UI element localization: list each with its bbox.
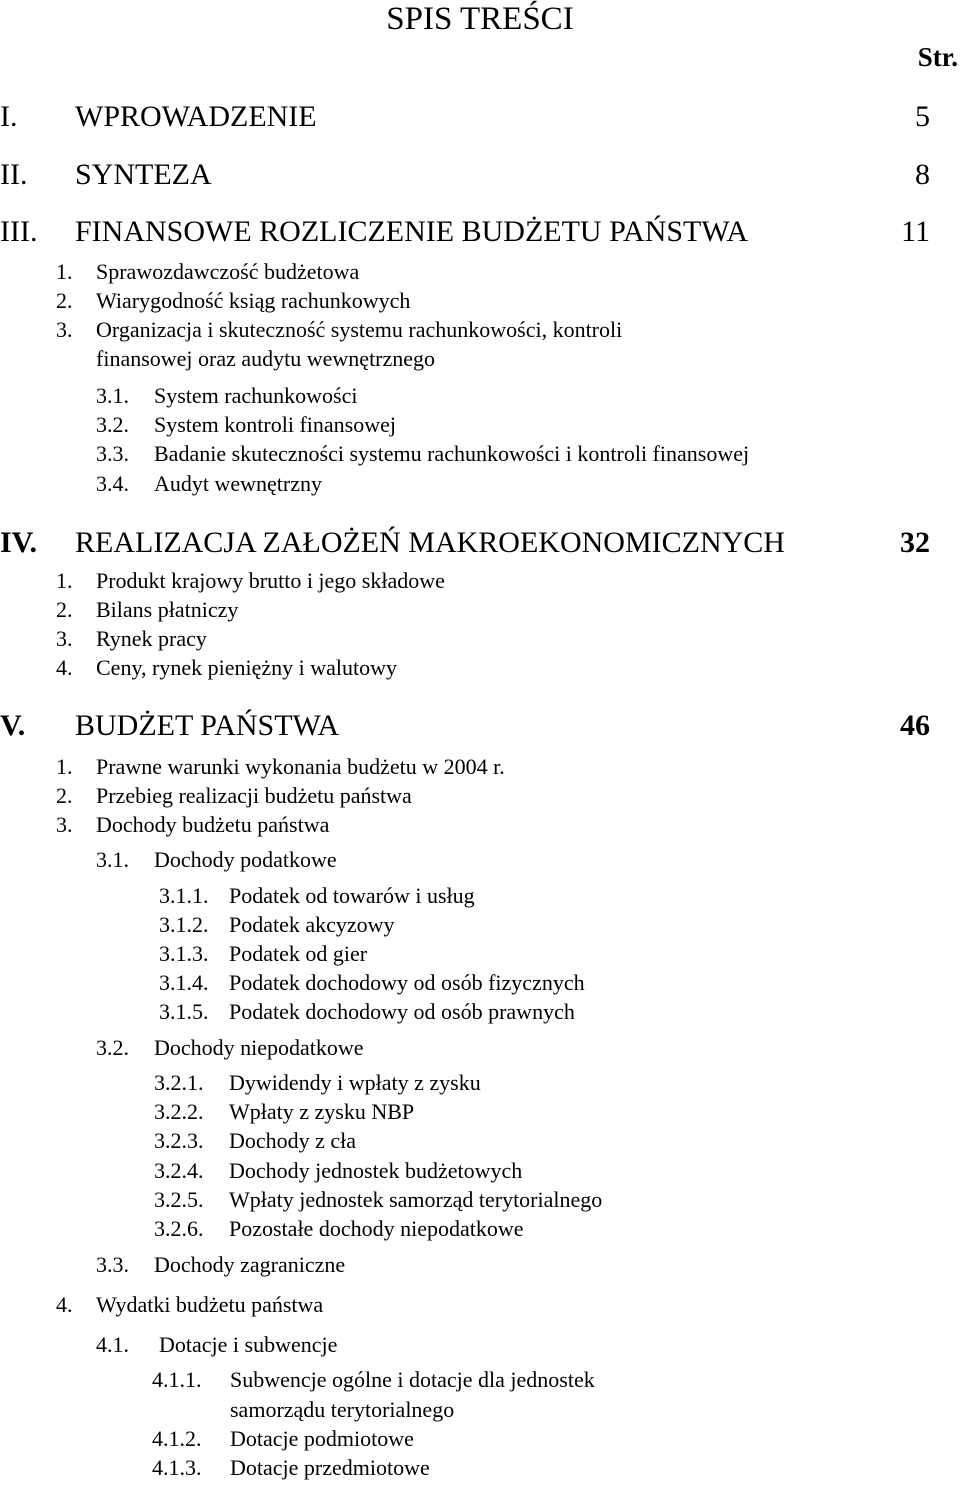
toc-item-text: Podatek od gier — [229, 941, 368, 966]
toc-item-number: 1. — [56, 754, 73, 779]
toc-item-text: Prawne warunki wykonania budżetu w 2004 r. — [96, 754, 505, 779]
toc-item-text: Wpłaty z zysku NBP — [229, 1099, 415, 1124]
toc-item-number: 4. — [56, 655, 73, 680]
toc-item-number: 3. — [56, 812, 73, 837]
chapter-number: I. — [0, 100, 18, 133]
toc-item-text: Pozostałe dochody niepodatkowe — [229, 1216, 524, 1241]
toc-item-text: System kontroli finansowej — [154, 412, 396, 437]
toc-item-text: Wpłaty jednostek samorząd terytorialnego — [229, 1187, 603, 1212]
chapter-number: III. — [0, 215, 38, 248]
toc-item-number: 3.1.4. — [159, 970, 209, 995]
toc-item-text: Subwencje ogólne i dotacje dla jednostek — [230, 1367, 595, 1392]
toc-item-number: 3.2.6. — [154, 1216, 204, 1241]
chapter-title: SYNTEZA — [75, 158, 212, 191]
page-title: SPIS TREŚCI — [386, 1, 574, 37]
chapter-title: WPROWADZENIE — [75, 100, 317, 133]
toc-item-text: Dochody niepodatkowe — [154, 1035, 364, 1060]
toc-item-text: Dochody podatkowe — [154, 847, 337, 872]
toc-item-number: 3.3. — [96, 441, 129, 466]
toc-item-text: System rachunkowości — [154, 383, 358, 408]
chapter-number: II. — [0, 158, 28, 191]
toc-item-text: Dotacje i subwencje — [159, 1332, 338, 1357]
toc-item-text: Dotacje podmiotowe — [230, 1426, 414, 1451]
toc-item-text: Dochody z cła — [229, 1128, 357, 1153]
toc-item-text: Podatek dochodowy od osób fizycznych — [229, 970, 585, 995]
chapter-page-number: 11 — [901, 215, 930, 248]
toc-item-text-continued: finansowej oraz audytu wewnętrznego — [96, 346, 436, 371]
toc-item-number: 1. — [56, 568, 73, 593]
toc-item-text: Sprawozdawczość budżetowa — [96, 259, 360, 284]
chapter-title: BUDŻET PAŃSTWA — [75, 709, 340, 742]
chapter-page-number: 32 — [900, 526, 930, 559]
chapter-page-number: 46 — [900, 709, 930, 742]
toc-item-number: 4.1.1. — [152, 1367, 202, 1392]
toc-item-number: 3. — [56, 317, 73, 342]
toc-item-number: 3.2.4. — [154, 1158, 204, 1183]
toc-item-number: 3.1.3. — [159, 941, 209, 966]
toc-item-number: 4.1. — [96, 1332, 129, 1357]
toc-item-text: Produkt krajowy brutto i jego składowe — [96, 568, 445, 593]
toc-item-number: 3.2.5. — [154, 1187, 204, 1212]
toc-item-number: 2. — [56, 597, 73, 622]
toc-item-text: Ceny, rynek pieniężny i walutowy — [96, 655, 397, 680]
toc-item-number: 3.2.1. — [154, 1070, 204, 1095]
toc-item-text: Podatek dochodowy od osób prawnych — [229, 999, 575, 1024]
toc-item-number: 3.2.3. — [154, 1128, 204, 1153]
chapter-title: FINANSOWE ROZLICZENIE BUDŻETU PAŃSTWA — [75, 215, 749, 248]
toc-item-text: Dochody zagraniczne — [154, 1252, 346, 1277]
toc-item-number: 3.2. — [96, 412, 129, 437]
toc-item-text: Bilans płatniczy — [96, 597, 239, 622]
toc-item-number: 3.4. — [96, 471, 129, 496]
toc-item-text: Rynek pracy — [96, 626, 207, 651]
toc-item-number: 3.2.2. — [154, 1099, 204, 1124]
toc-item-number: 2. — [56, 288, 73, 313]
toc-item-text: Dochody jednostek budżetowych — [229, 1158, 523, 1183]
toc-item-text: Podatek akcyzowy — [229, 912, 395, 937]
chapter-page-number: 5 — [915, 100, 930, 133]
toc-item-number: 3.1. — [96, 383, 129, 408]
toc-item-number: 4. — [56, 1292, 73, 1317]
toc-item-number: 4.1.2. — [152, 1426, 202, 1451]
toc-item-text: Podatek od towarów i usług — [229, 883, 475, 908]
chapter-number: V. — [0, 709, 26, 742]
toc-item-text-continued: samorządu terytorialnego — [230, 1397, 455, 1422]
toc-item-text: Dotacje przedmiotowe — [230, 1455, 430, 1480]
toc-item-number: 3. — [56, 626, 73, 651]
toc-item-number: 3.3. — [96, 1252, 129, 1277]
toc-item-text: Badanie skuteczności systemu rachunkowości i kontroli finansowej — [154, 441, 750, 466]
toc-item-text: Audyt wewnętrzny — [154, 471, 323, 496]
toc-item-number: 3.1.5. — [159, 999, 209, 1024]
toc-item-text: Przebieg realizacji budżetu państwa — [96, 783, 412, 808]
toc-item-number: 3.1. — [96, 847, 129, 872]
chapter-number: IV. — [0, 526, 37, 559]
toc-item-text: Wydatki budżetu państwa — [96, 1292, 324, 1317]
page-column-header: Str. — [917, 42, 958, 72]
toc-item-number: 4.1.3. — [152, 1455, 202, 1480]
toc-item-number: 2. — [56, 783, 73, 808]
toc-item-number: 3.1.1. — [159, 883, 209, 908]
chapter-page-number: 8 — [915, 158, 930, 191]
toc-item-text: Organizacja i skuteczność systemu rachunkowości, kontroli — [96, 317, 623, 342]
chapter-title: REALIZACJA ZAŁOŻEŃ MAKROEKONOMICZNYCH — [75, 526, 785, 559]
toc-item-number: 1. — [56, 259, 73, 284]
toc-item-text: Dywidendy i wpłaty z zysku — [229, 1070, 481, 1095]
toc-item-text: Dochody budżetu państwa — [96, 812, 330, 837]
toc-item-number: 3.1.2. — [159, 912, 209, 937]
toc-item-number: 3.2. — [96, 1035, 129, 1060]
toc-item-text: Wiarygodność ksiąg rachunkowych — [96, 288, 411, 313]
